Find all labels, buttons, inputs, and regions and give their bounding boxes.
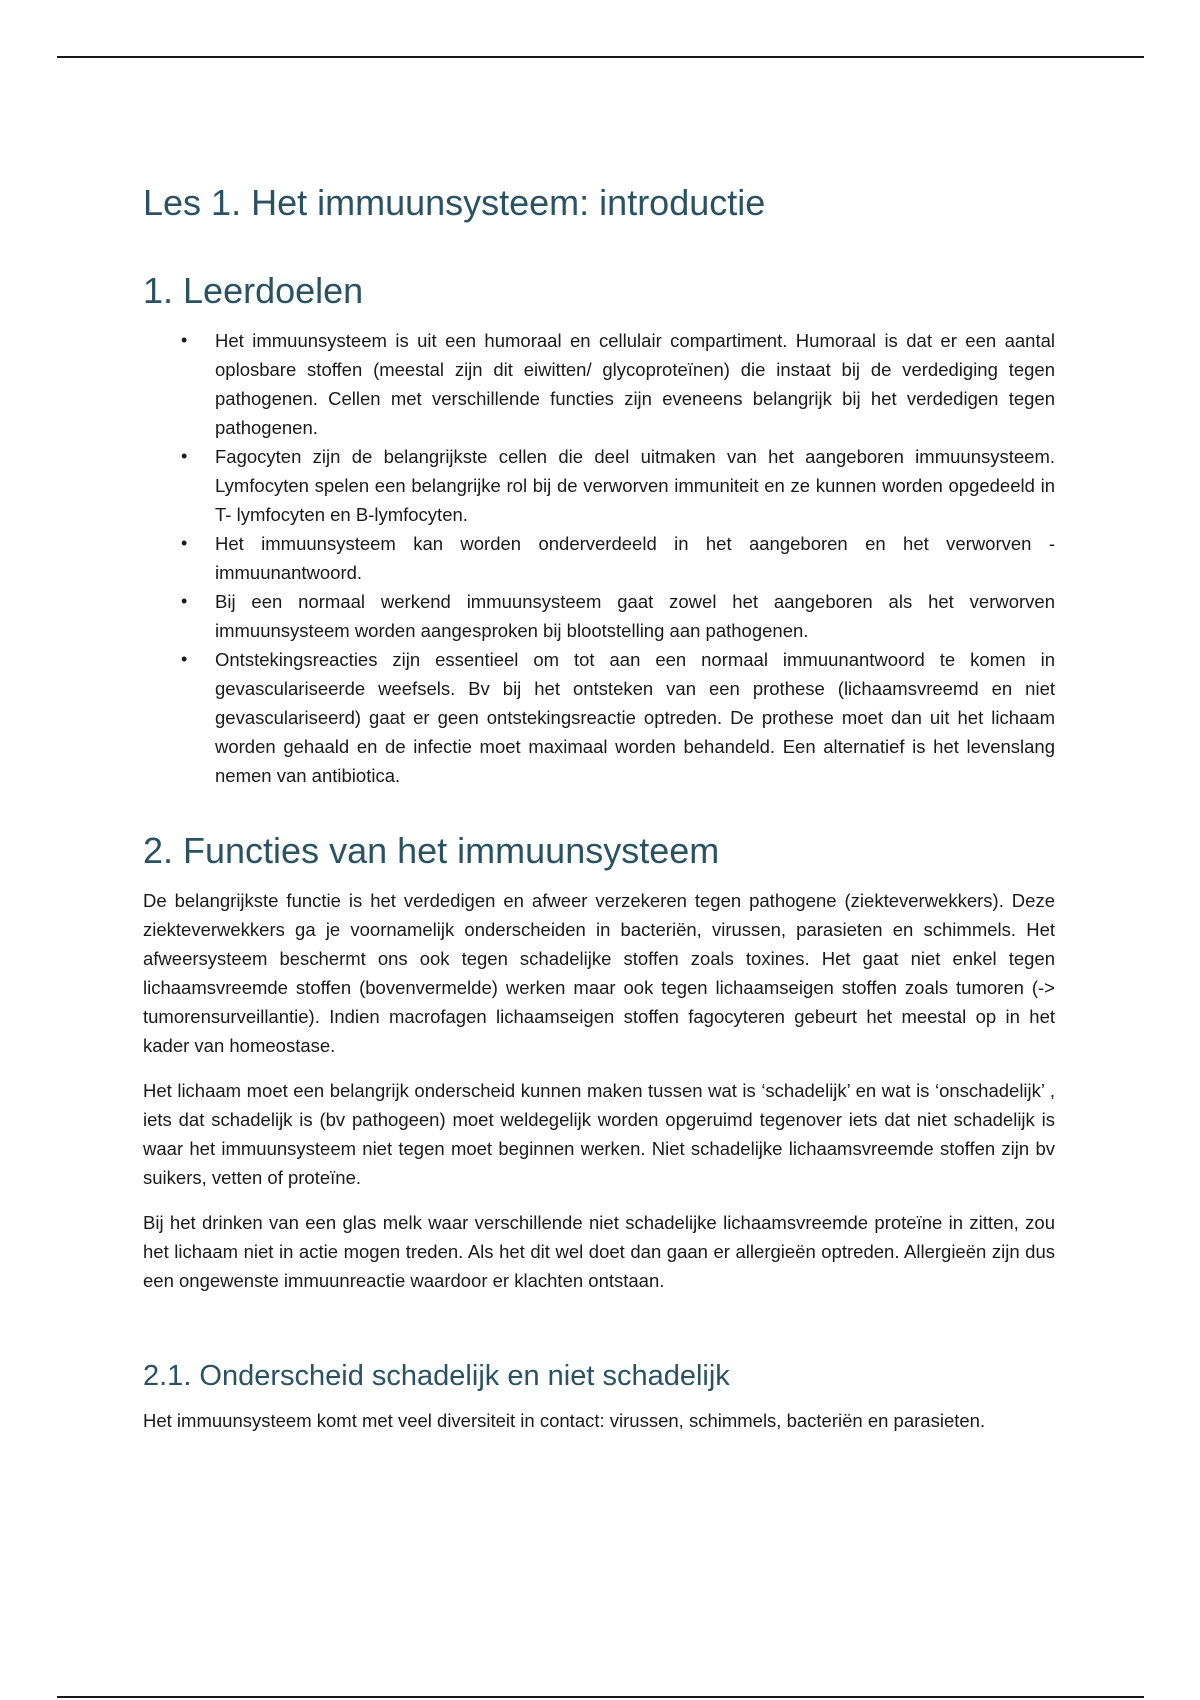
leerdoelen-list [143,326,1055,790]
bullet-icon: • [181,649,188,669]
list-item [181,645,1055,790]
bullet-icon: • [181,591,188,611]
top-rule [57,56,1144,58]
list-item-text: Bij een normaal werkend immuunsysteem gaat zowel het aangeboren als het verworven immuunsysteem worden aangesproken bij blootstelling aan pathogenen. [215,591,1055,641]
page-title: Les 1. Het immuunsysteem: introductie [143,182,766,223]
list-item [181,529,1055,587]
section-heading-leerdoelen: 1. Leerdoelen [143,270,364,311]
list-item [181,587,1055,645]
list-item-text: Fagocyten zijn de belangrijkste cellen die deel uitmaken van het aangeboren immuunsysteem. Lymfocyten spelen een belangrijke rol bij de verworven immuniteit en ze kunnen worden opgedeeld in T- lymfocyten en B-lymfocyten. [215,446,1055,525]
bullet-icon: • [181,533,188,553]
list-item [181,442,1055,529]
paragraph: De belangrijkste functie is het verdedigen en afweer verzekeren tegen pathogene (ziekteverwekkers). Deze ziekteverwekkers ga je voornamelijk onderscheiden in bacteriën, virussen, parasieten en schimmels. Het afweersysteem beschermt ons ook tegen schadelijke stoffen zoals toxines. Het gaat niet enkel tegen lichaamsvreemde stoffen (bovenvermelde) werken maar ook tegen lichaamseigen stoffen zoals tumoren (-> tumorensurveillantie). Indien macrofagen lichaamseigen stoffen fagocyteren gebeurt het meestal op in het kader van homeostase. [143,890,1055,1056]
list-item-text: Het immuunsysteem is uit een humoraal en cellulair compartiment. Humoraal is dat er een aantal oplosbare stoffen (meestal zijn dit eiwitten/ glycoproteïnen) die instaat bij de verdediging tegen pathogenen. Cellen met verschillende functies zijn eveneens belangrijk bij het verdedigen tegen pathogenen. [215,330,1055,438]
bottom-rule [57,1696,1144,1698]
subsection-heading-onderscheid: 2.1. Onderscheid schadelijk en niet schadelijk [143,1360,730,1392]
section-heading-functies: 2. Functies van het immuunsysteem [143,830,720,871]
paragraph: Bij het drinken van een glas melk waar verschillende niet schadelijke lichaamsvreemde proteïne in zitten, zou het lichaam niet in actie mogen treden. Als het dit wel doet dan gaan er allergieën optreden. Allergieën zijn dus een ongewenste immuunreactie waardoor er klachten ontstaan. [143,1212,1055,1291]
list-item-text: Het immuunsysteem kan worden onderverdeeld in het aangeboren en het verworven - immuunantwoord. [215,533,1055,583]
paragraph: Het lichaam moet een belangrijk onderscheid kunnen maken tussen wat is ‘schadelijk’ en wat is ‘onschadelijk’ , iets dat schadelijk is (bv pathogeen) moet weldegelijk worden opgeruimd tegenover iets dat niet schadelijk is waar het immuunsysteem niet tegen moet beginnen werken. Niet schadelijke lichaamsvreemde stoffen zijn bv suikers, vetten of proteïne. [143,1080,1055,1188]
list-item-text: Ontstekingsreacties zijn essentieel om tot aan een normaal immuunantwoord te komen in gevasculariseerde weefsels. Bv bij het ontsteken van een prothese (lichaamsvreemd en niet gevasculariseerd) gaat er geen ontstekingsreactie optreden. De prothese moet dan uit het lichaam worden gehaald en de infectie moet maximaal worden behandeld. Een alternatief is het levenslang nemen van antibiotica. [215,649,1055,786]
page-content [143,178,1055,1451]
bullet-icon: • [181,330,188,350]
list-item [181,326,1055,442]
paragraph: Het immuunsysteem komt met veel diversiteit in contact: virussen, schimmels, bacteriën en parasieten. [143,1410,986,1431]
spacer [143,1311,1055,1356]
bullet-icon: • [181,446,188,466]
